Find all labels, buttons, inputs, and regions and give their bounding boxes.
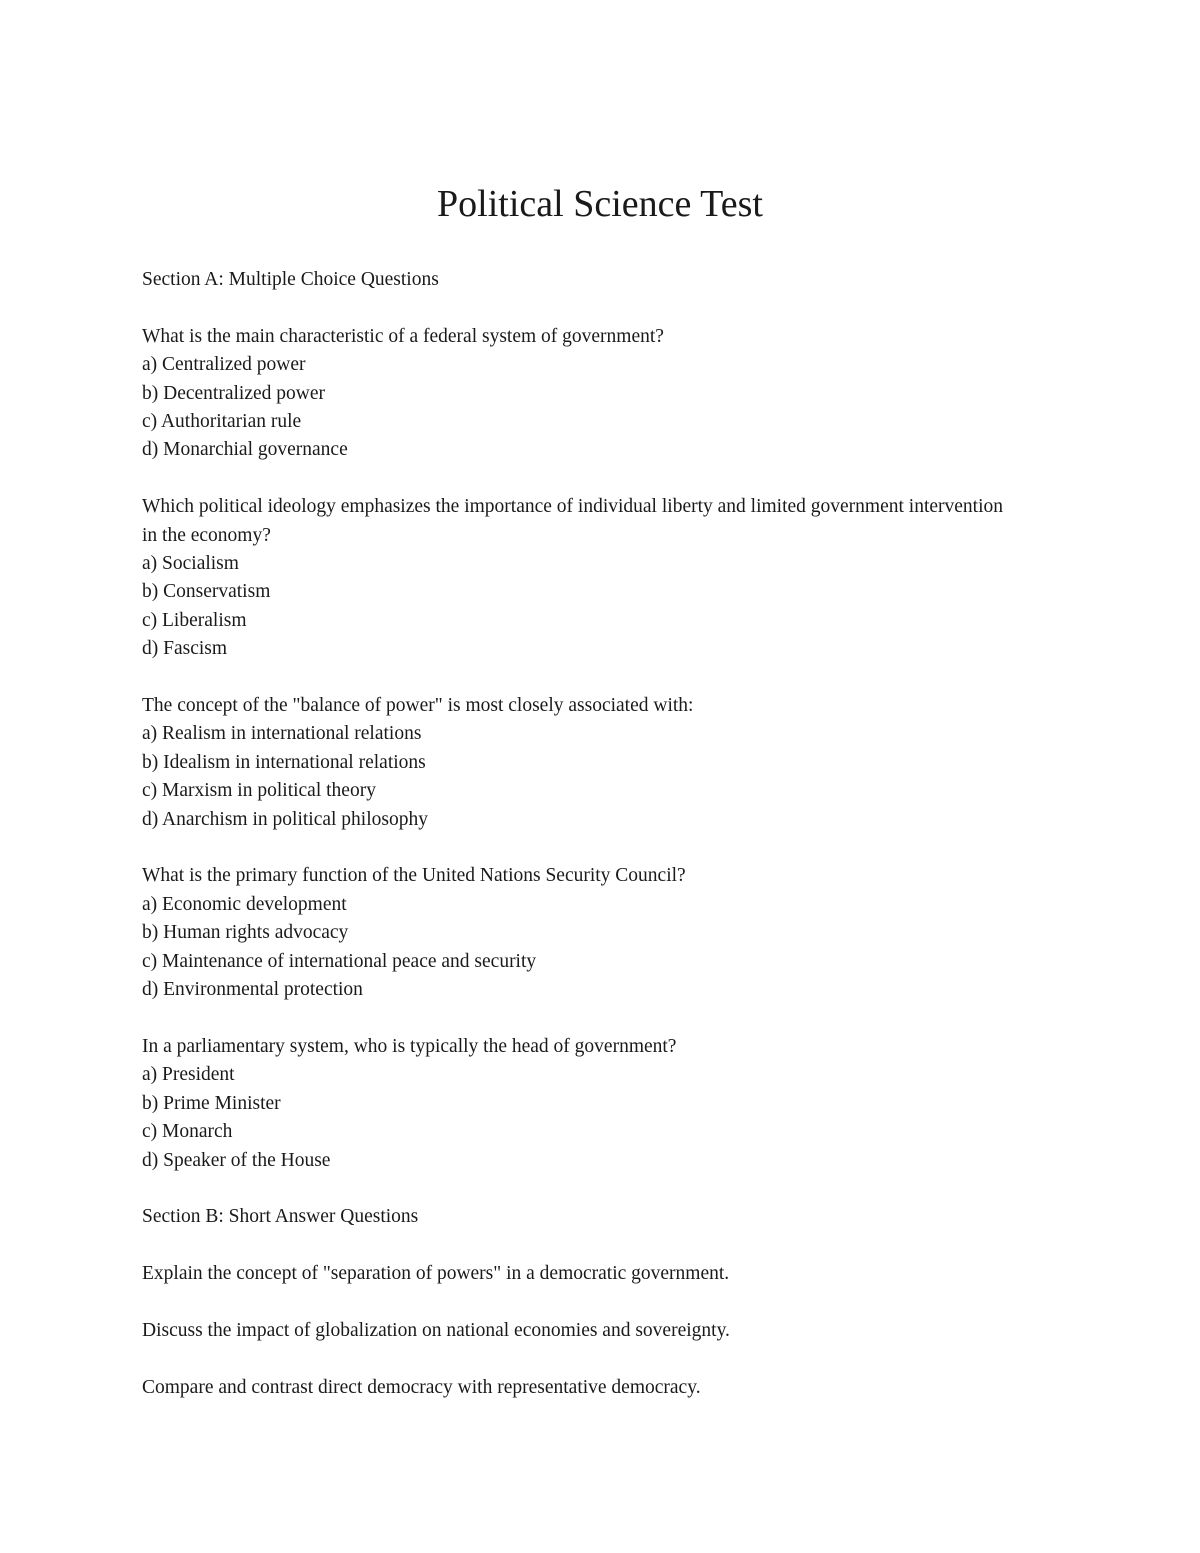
section-b-heading: Section B: Short Answer Questions	[142, 1206, 419, 1228]
answer-option: d) Fascism	[142, 638, 228, 660]
answer-option: d) Speaker of the House	[142, 1149, 331, 1171]
answer-option: d) Anarchism in political philosophy	[142, 808, 428, 830]
answer-option: a) Centralized power	[142, 354, 306, 376]
answer-option: a) Economic development	[142, 893, 347, 915]
question-text: What is the primary function of the United Nations Security Council?	[142, 865, 686, 887]
question-text: Which political ideology emphasizes the importance of individual liberty and limited government intervention in the economy?	[142, 496, 1004, 546]
question-3	[142, 692, 1022, 834]
question-text: The concept of the "balance of power" is most closely associated with:	[142, 695, 694, 717]
question-5	[142, 1033, 1022, 1175]
answer-option: d) Monarchial governance	[142, 439, 348, 461]
question-text: In a parliamentary system, who is typically the head of government?	[142, 1035, 677, 1057]
question-1	[142, 323, 1022, 465]
short-answer-question: Compare and contrast direct democracy with representative democracy.	[142, 1376, 701, 1398]
document-body	[142, 266, 1022, 1431]
answer-option: c) Marxism in political theory	[142, 780, 376, 802]
question-2	[142, 493, 1022, 663]
question-4	[142, 862, 1022, 1004]
answer-option: b) Human rights advocacy	[142, 922, 349, 944]
answer-option: b) Conservatism	[142, 581, 271, 603]
answer-option: a) President	[142, 1064, 235, 1086]
question-text: What is the main characteristic of a federal system of government?	[142, 325, 664, 347]
answer-option: c) Maintenance of international peace and security	[142, 950, 537, 972]
section-a-heading: Section A: Multiple Choice Questions	[142, 269, 439, 290]
answer-option: b) Prime Minister	[142, 1092, 281, 1114]
answer-option: c) Monarch	[142, 1121, 233, 1143]
short-answer-question: Explain the concept of "separation of powers" in a democratic government.	[142, 1263, 730, 1285]
answer-option: a) Realism in international relations	[142, 723, 422, 745]
answer-option: d) Environmental protection	[142, 979, 363, 1001]
answer-option: b) Idealism in international relations	[142, 751, 426, 773]
page-title: Political Science Test	[437, 183, 763, 225]
answer-option: a) Socialism	[142, 553, 239, 575]
answer-option: c) Liberalism	[142, 609, 247, 631]
short-answer-question: Discuss the impact of globalization on national economies and sovereignty.	[142, 1319, 730, 1341]
answer-option: c) Authoritarian rule	[142, 411, 302, 433]
answer-option: b) Decentralized power	[142, 382, 325, 404]
